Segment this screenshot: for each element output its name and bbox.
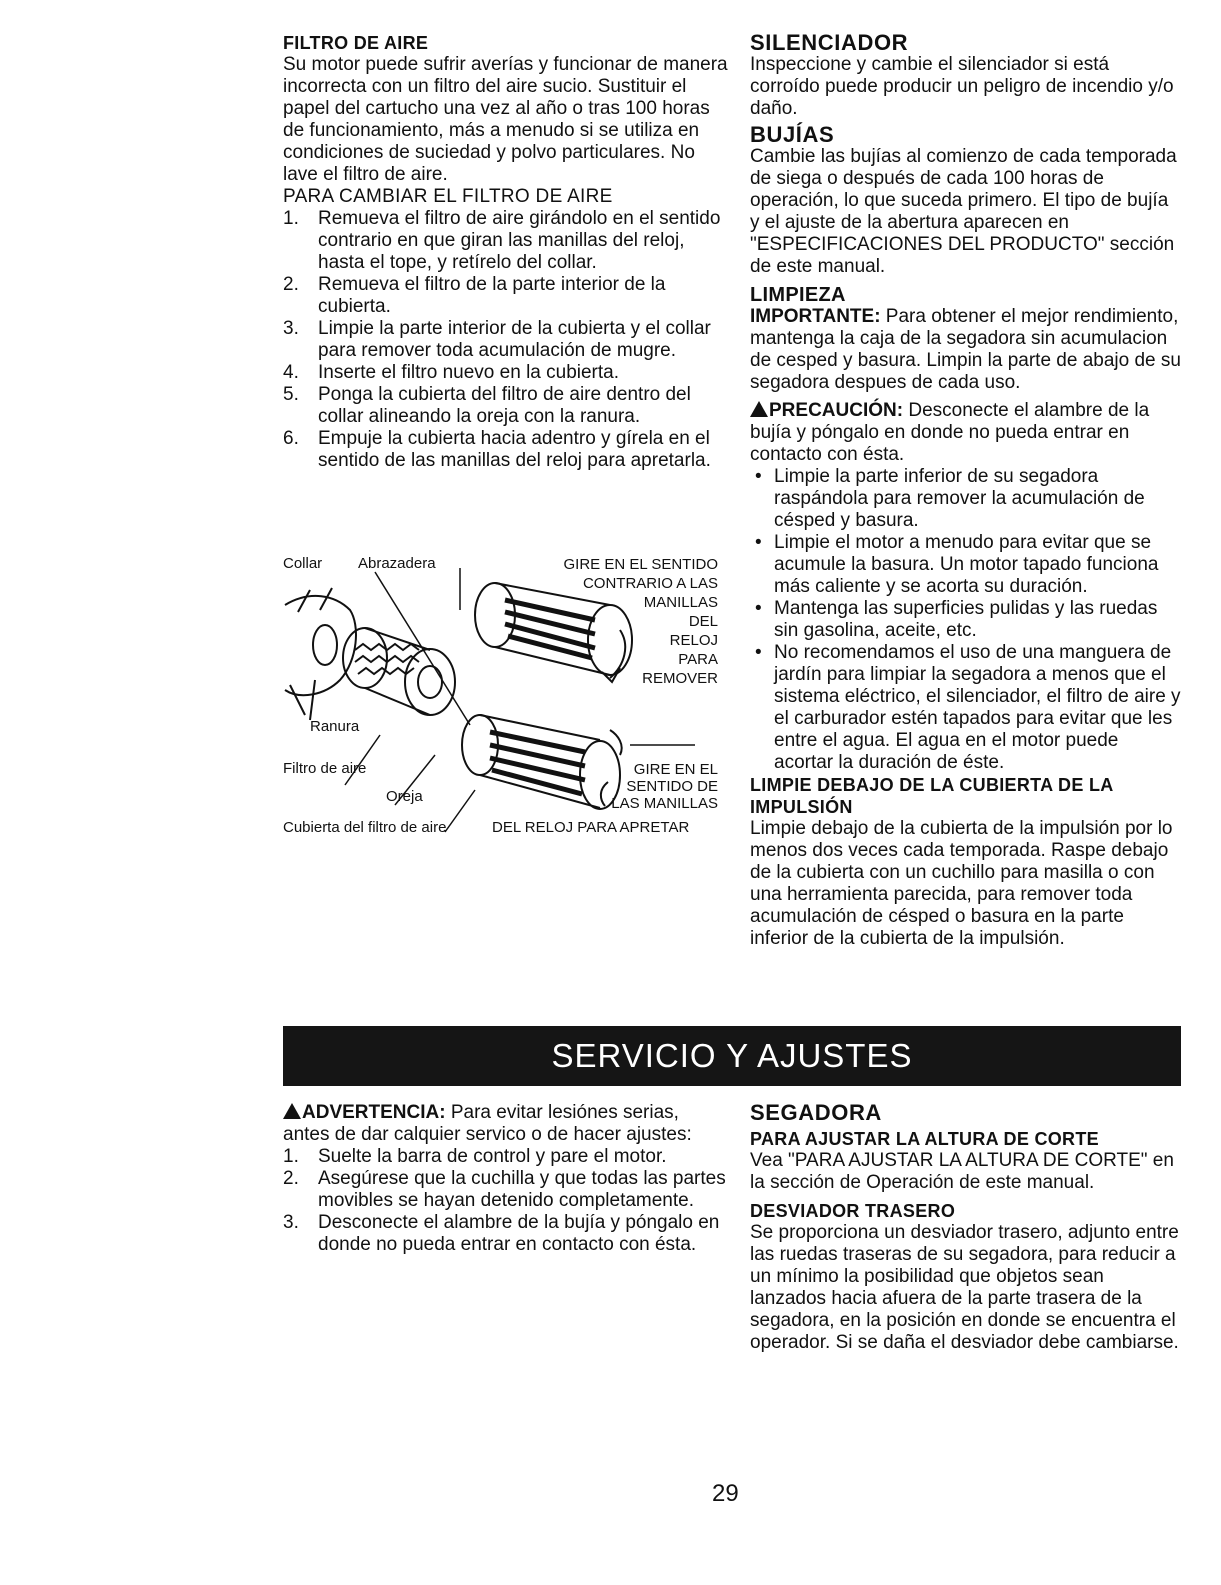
muffler-heading: SILENCIADOR	[750, 30, 909, 55]
warning-paragraph	[283, 1102, 728, 1146]
step-text: Asegúrese que la cuchilla y que todas las partes movibles se hayan detenido completamente.	[318, 1168, 726, 1211]
step-number: 1.	[283, 208, 299, 229]
air-filter-figure	[280, 550, 730, 845]
change-filter-subheading: PARA CAMBIAR EL FILTRO DE AIRE	[283, 186, 613, 207]
step-number: 6.	[283, 428, 299, 449]
step-number: 3.	[283, 318, 299, 339]
spark-plugs-heading: BUJÍAS	[750, 122, 835, 147]
warning-steps	[283, 1146, 728, 1256]
step-text: Remueva el filtro de aire girándolo en el sentido contrario en que giran las manillas del reloj, hasta el tope, y retírelo del collar.	[318, 208, 721, 273]
filter-drawing	[343, 628, 455, 715]
mower-section	[750, 1102, 1182, 1354]
list-item	[283, 362, 728, 384]
spark-plugs-text: Cambie las bujías al comienzo de cada temporada de siega o después de cada 100 horas de operación, lo que suceda primero. El tipo de bujía y el ajuste de la abertura aparecen en "ESPECIFICACIONES DEL PRODUCTO" sección de este manual.	[750, 146, 1177, 277]
warning-section	[283, 1102, 728, 1256]
muffler-text: Inspeccione y cambie el silenciador si está corroído puede producir un peligro de incendio y/o daño.	[750, 54, 1174, 119]
step-text: Inserte el filtro nuevo en la cubierta.	[318, 362, 620, 383]
list-item	[283, 384, 728, 428]
step-number: 3.	[283, 1212, 299, 1233]
list-item: • Limpie el motor a menudo para evitar que se acumule la basura. Un motor tapado funciona más caliente y se acorta su duración.	[750, 532, 1182, 598]
remove-direction-label	[510, 555, 718, 688]
clamp-label: Abrazadera	[358, 555, 436, 572]
filter-cover-label: Cubierta del filtro de aire	[283, 819, 447, 836]
list-item	[283, 1168, 728, 1212]
step-text: Remueva el filtro de la parte interior de la cubierta.	[318, 274, 666, 317]
list-item	[283, 274, 728, 318]
list-item: • Limpie la parte inferior de su segadora raspándola para remover la acumulación de césped y basura.	[750, 466, 1182, 532]
list-item	[283, 1212, 728, 1256]
remove-line: DEL	[688, 613, 718, 630]
remove-line: GIRE EN EL SENTIDO	[563, 556, 718, 573]
tab-label: Oreja	[386, 788, 423, 805]
warning-label: ADVERTENCIA:	[302, 1102, 446, 1123]
cleaning-bullets	[750, 466, 1182, 774]
slot-label: Ranura	[310, 718, 360, 735]
air-filter-label: Filtro de aire	[283, 760, 367, 777]
remove-line: PARA	[678, 651, 718, 668]
caution-text: Desconecte el alambre de la bujía y póngalo en donde no pueda entrar en contacto con ésta.	[750, 400, 1150, 465]
step-text: Ponga la cubierta del filtro de aire dentro del collar alineando la oreja con la ranura.	[318, 384, 691, 427]
air-filter-heading: FILTRO DE AIRE	[283, 33, 429, 53]
tighten-line: SENTIDO DE	[626, 778, 718, 795]
step-number: 5.	[283, 384, 299, 405]
warning-triangle-icon	[750, 401, 768, 417]
step-number: 2.	[283, 274, 299, 295]
step-text: Empuje la cubierta hacia adentro y gírela en el sentido de las manillas del reloj para apretarla.	[318, 428, 711, 471]
list-item	[283, 428, 728, 472]
cleaning-heading: LIMPIEZA	[750, 284, 846, 306]
list-item: • No recomendamos el uso de una manguera de jardín para limpiar la segadora a menos que el sistema eléctrico, el silenciador, el filtro de aire y el carburador estén tapados para evitar que les entre el agua. El agua en el motor puede acortar la duración de éste.	[750, 642, 1182, 774]
tighten-line: LAS MANILLAS	[611, 795, 718, 812]
remove-line: CONTRARIO A LAS	[582, 575, 718, 592]
mower-heading: SEGADORA	[750, 1100, 882, 1125]
remove-line: REMOVER	[642, 670, 718, 687]
remove-line: RELOJ	[669, 632, 718, 649]
step-number: 4.	[283, 362, 299, 383]
drive-cover-text: Limpie debajo de la cubierta de la impulsión por lo menos dos veces cada temporada. Raspe debajo de la cubierta con un cuchillo para masilla o con una herramienta parecida, para remover toda acumulación de césped o basura en la parte inferior de la cubierta de la impulsión.	[750, 818, 1173, 949]
cut-height-text: Vea "PARA AJUSTAR LA ALTURA DE CORTE" en la sección de Operación de este manual.	[750, 1150, 1174, 1193]
step-text: Suelte la barra de control y pare el motor.	[318, 1146, 667, 1167]
step-text: Desconecte el alambre de la bujía y póngalo en donde no pueda entrar en contacto con ésta.	[318, 1212, 720, 1255]
list-item: • Mantenga las superficies pulidas y las ruedas sin gasolina, aceite, etc.	[750, 598, 1182, 642]
tighten-line: GIRE EN EL	[633, 761, 718, 778]
right-top-column	[750, 32, 1182, 950]
list-item	[283, 1146, 728, 1168]
warning-text: Para evitar lesiónes serias, antes de dar calquier servico o de hacer ajustes:	[283, 1102, 692, 1145]
collar-drawing	[285, 588, 356, 720]
step-number: 1.	[283, 1146, 299, 1167]
step-text: Limpie la parte interior de la cubierta y el collar para remover toda acumulación de mugre.	[318, 318, 711, 361]
caution-label: PRECAUCIÓN:	[769, 400, 904, 421]
page-number: 29	[712, 1480, 739, 1507]
drive-cover-heading: LIMPIE DEBAJO DE LA CUBIERTA DE LA IMPULSIÓN	[750, 775, 1113, 817]
caution-paragraph	[750, 400, 1182, 466]
change-filter-steps	[283, 208, 728, 472]
cut-height-heading: PARA AJUSTAR LA ALTURA DE CORTE	[750, 1129, 1099, 1149]
important-text: Para obtener el mejor rendimiento, mantenga la caja de la segadora sin acumulacion de cesped y basura. Limpin la parte de abajo de su segadora despues de cada uso.	[750, 306, 1181, 393]
air-filter-intro: Su motor puede sufrir averías y funcionar de manera incorrecta con un filtro del aire sucio. Sustituir el papel del cartucho una vez al año o tras 100 horas de funcionamiento, más a menudo si se utiliza en condiciones de suciedad y polvo particulares. No lave el filtro de aire.	[283, 54, 728, 185]
list-item	[283, 318, 728, 362]
important-paragraph	[750, 306, 1182, 394]
tighten-last-line: DEL RELOJ PARA APRETAR	[492, 819, 690, 836]
list-item	[283, 208, 728, 274]
step-number: 2.	[283, 1168, 299, 1189]
tighten-direction-label	[530, 761, 718, 812]
collar-label: Collar	[283, 555, 323, 572]
remove-line: MANILLAS	[643, 594, 718, 611]
warning-triangle-icon	[283, 1103, 301, 1119]
air-filter-section	[283, 32, 728, 472]
rear-deflector-heading: DESVIADOR TRASERO	[750, 1201, 956, 1221]
rear-deflector-text: Se proporciona un desviador trasero, adjunto entre las ruedas traseras de su segadora, para reducir a un mínimo la posibilidad que objetos sean lanzados hacia afuera de la parte trasera de la segadora, en la posición en donde se encuentra el operador. Si se daña el desviador debe cambiarse.	[750, 1222, 1179, 1353]
service-banner: SERVICIO Y AJUSTES	[283, 1026, 1181, 1086]
important-label: IMPORTANTE:	[750, 306, 881, 327]
